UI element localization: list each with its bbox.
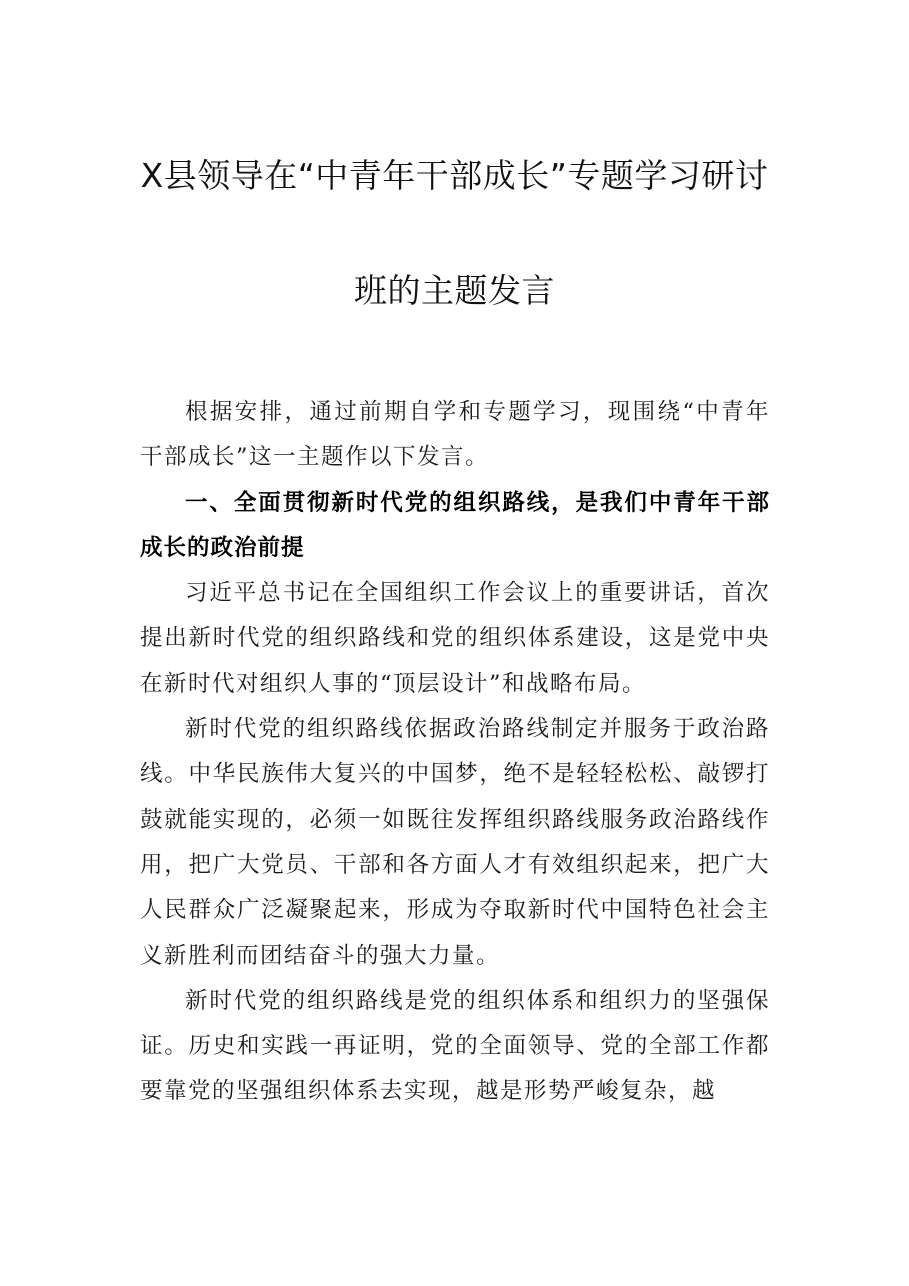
document-body: [140, 390, 770, 1115]
paragraph: 新时代党的组织路线是党的组织体系和组织力的坚强保证。历史和实践一再证明，党的全面领导、党的全部工作都要靠党的坚强组织体系去实现，越是形势严峻复杂，越: [140, 987, 770, 1105]
paragraph: 新时代党的组织路线依据政治路线制定并服务于政治路线。中华民族伟大复兴的中国梦，绝不是轻轻松松、敲锣打鼓就能实现的，必须一如既往发挥组织路线服务政治路线作用，把广大党员、干部和各方面人才有效组织起来，把广大人民群众广泛凝聚起来，形成为夺取新时代中国特色社会主义新胜利而团结奋斗的强大力量。: [140, 716, 770, 969]
paragraph: 习近平总书记在全国组织工作会议上的重要讲话，首次提出新时代党的组织路线和党的组织体系建设，这是党中央在新时代对组织人事的“顶层设计”和战略布局。: [140, 580, 770, 697]
document-title-line-1: X县领导在“中青年干部成长”专题学习研讨: [140, 156, 769, 195]
section-heading-1: 一、全面贯彻新时代党的组织路线，是我们中青年干部成长的政治前提: [140, 489, 770, 561]
document-title-line-2: 班的主题发言: [354, 271, 555, 310]
paragraph-intro: 根据安排，通过前期自学和专题学习，现围绕“中青年干部成长”这一主题作以下发言。: [140, 399, 770, 471]
